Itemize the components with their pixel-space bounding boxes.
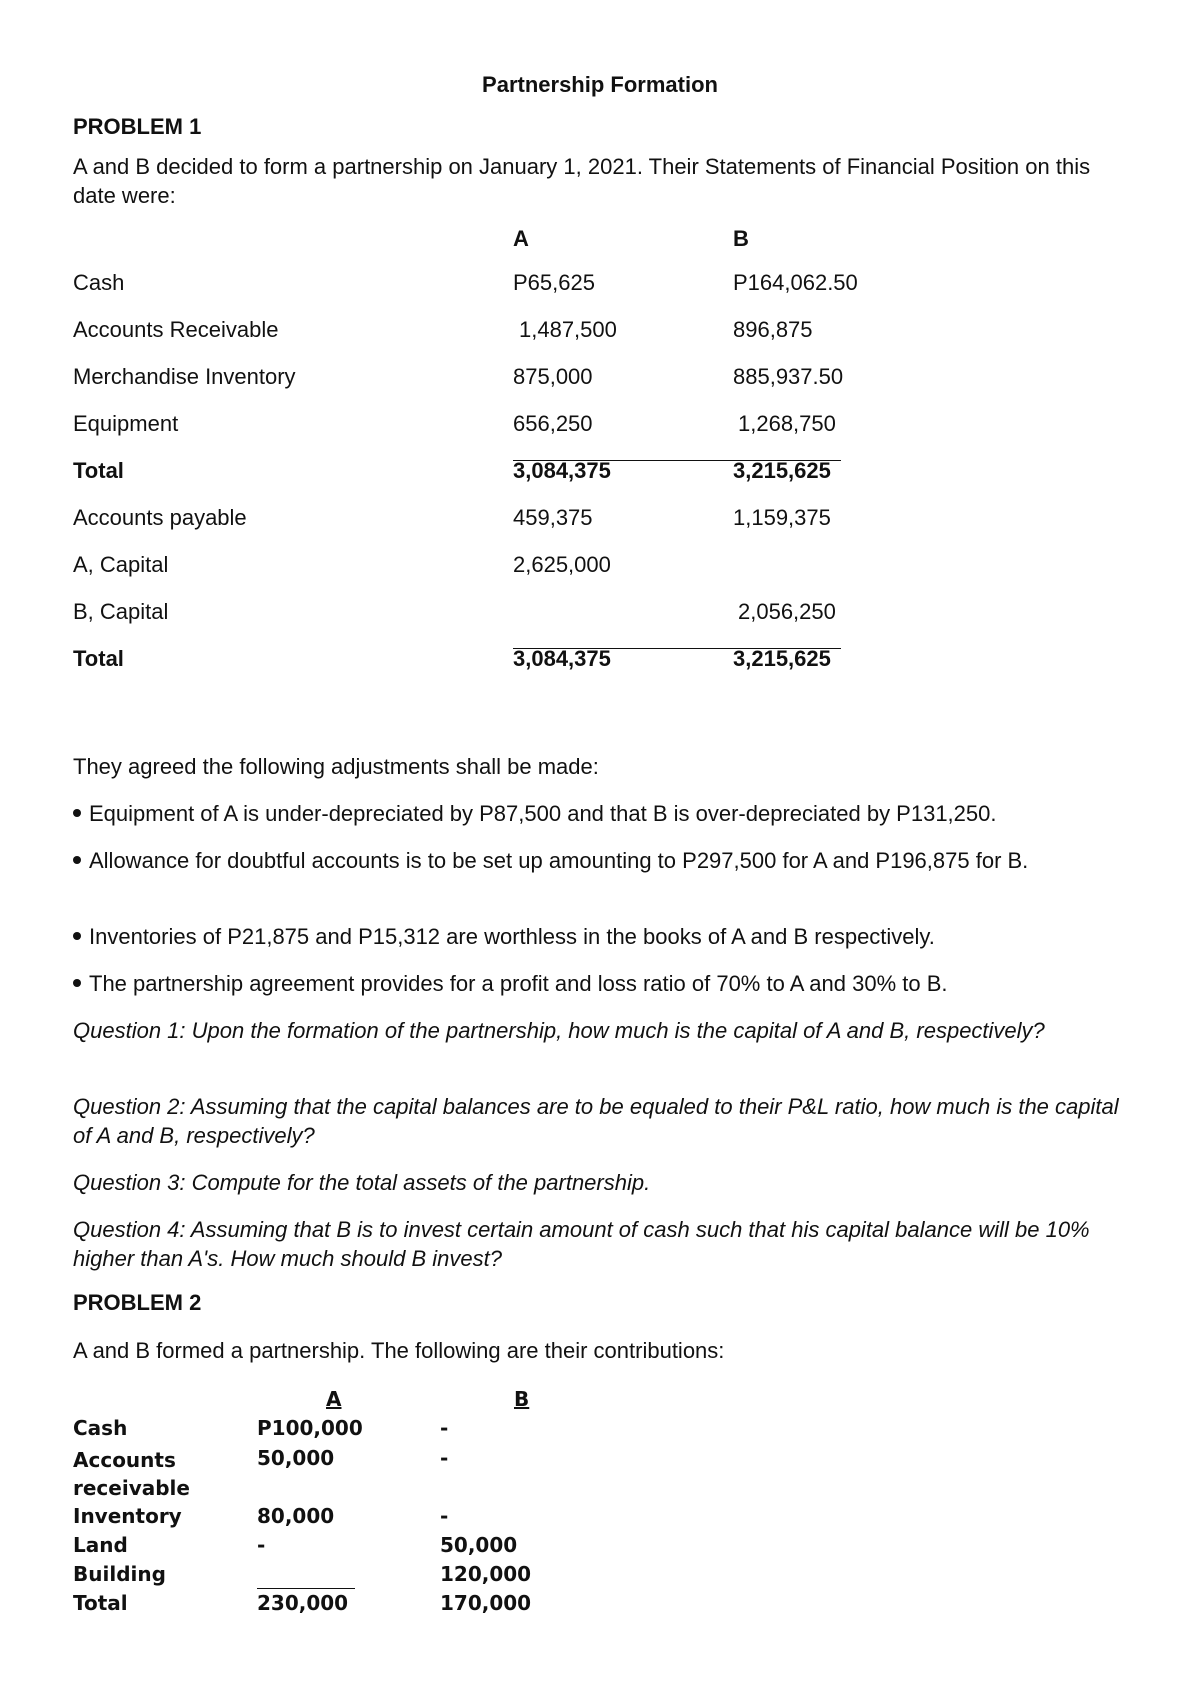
bullet-item: Inventories of P21,875 and P15,312 are worthless in the books of A and B respectively. bbox=[73, 922, 1133, 951]
p2-row-label: Land bbox=[73, 1533, 128, 1557]
p1-row-label: Accounts payable bbox=[73, 505, 247, 530]
p1-row-label: Accounts Receivable bbox=[73, 317, 279, 342]
p2-row-b: 170,000 bbox=[440, 1591, 532, 1615]
problem2-col-b-header: B bbox=[514, 1387, 530, 1411]
p2-row-b: 50,000 bbox=[440, 1533, 518, 1557]
bullet-icon bbox=[73, 932, 81, 940]
p2-row-b: - bbox=[440, 1504, 449, 1528]
p1-row-b: 896,875 bbox=[733, 317, 813, 342]
question-1: Question 1: Upon the formation of the partnership, how much is the capital of A and B, respectively? bbox=[73, 1018, 1045, 1043]
subtotal-underline bbox=[257, 1588, 355, 1589]
p1-row-label: B, Capital bbox=[73, 599, 169, 624]
p1-row-b: P164,062.50 bbox=[733, 270, 858, 295]
p1-row-a: 875,000 bbox=[513, 364, 593, 389]
adjustments-intro: They agreed the following adjustments shall be made: bbox=[73, 754, 599, 779]
p1-row-b: 2,056,250 bbox=[738, 599, 836, 624]
bullet-item: Allowance for doubtful accounts is to be set up amounting to P297,500 for A and P196,875 for B. bbox=[73, 846, 1133, 875]
problem2-heading: PROBLEM 2 bbox=[73, 1290, 202, 1315]
p1-row-label: Equipment bbox=[73, 411, 179, 436]
p1-row-a: 1,487,500 bbox=[519, 317, 617, 342]
p2-row-b: 120,000 bbox=[440, 1562, 532, 1586]
p1-row-b: 3,215,625 bbox=[733, 646, 831, 671]
p1-row-label: Merchandise Inventory bbox=[73, 364, 296, 389]
bullet-icon bbox=[73, 856, 81, 864]
p1-row-a: P65,625 bbox=[513, 270, 595, 295]
p1-row-label: Total bbox=[73, 646, 124, 671]
p1-row-a: 459,375 bbox=[513, 505, 593, 530]
p1-row-label: A, Capital bbox=[73, 552, 169, 577]
p1-row-a: 2,625,000 bbox=[513, 552, 611, 577]
p2-row-label: Building bbox=[73, 1562, 166, 1586]
p1-row-b: 3,215,625 bbox=[733, 458, 831, 483]
p1-row-a: 3,084,375 bbox=[513, 646, 611, 671]
question-3: Question 3: Compute for the total assets of the partnership. bbox=[73, 1170, 651, 1195]
question-2: Question 2: Assuming that the capital balances are to be equaled to their P&L ratio, how much is the capital of A and B, respectively? bbox=[73, 1094, 1119, 1148]
problem2-intro: A and B formed a partnership. The following are their contributions: bbox=[73, 1338, 725, 1363]
p2-row-label: Accounts receivable bbox=[73, 1448, 190, 1500]
bullet-icon bbox=[73, 809, 81, 817]
bullet-icon bbox=[73, 979, 81, 987]
p1-row-b: 885,937.50 bbox=[733, 364, 844, 389]
p1-row-label: Cash bbox=[73, 270, 125, 295]
problem1-col-b-header: B bbox=[733, 226, 749, 251]
problem1-intro: A and B decided to form a partnership on January 1, 2021. Their Statements of Financial Position on this date were: bbox=[73, 154, 1091, 208]
p1-row-b: 1,268,750 bbox=[738, 411, 836, 436]
p1-row-a: 656,250 bbox=[513, 411, 593, 436]
p1-row-b: 1,159,375 bbox=[733, 505, 831, 530]
p1-row-a: 3,084,375 bbox=[513, 458, 611, 483]
p2-row-label: Cash bbox=[73, 1416, 128, 1440]
p2-row-a: 230,000 bbox=[257, 1591, 349, 1615]
problem1-heading: PROBLEM 1 bbox=[73, 114, 202, 139]
p2-row-a: P100,000 bbox=[257, 1416, 363, 1440]
p2-row-label: Total bbox=[73, 1591, 128, 1615]
p2-row-a: - bbox=[257, 1533, 266, 1557]
page-title: Partnership Formation bbox=[482, 72, 718, 97]
p2-row-a: 50,000 bbox=[257, 1446, 335, 1470]
question-4: Question 4: Assuming that B is to invest certain amount of cash such that his capital balance will be 10% higher than A's. How much should B invest? bbox=[73, 1217, 1090, 1271]
bullet-item: The partnership agreement provides for a profit and loss ratio of 70% to A and 30% to B. bbox=[73, 969, 1133, 998]
p1-row-label: Total bbox=[73, 458, 124, 483]
problem1-col-a-header: A bbox=[513, 226, 529, 251]
bullet-item: Equipment of A is under-depreciated by P87,500 and that B is over-depreciated by P131,250. bbox=[73, 799, 1133, 828]
p2-row-a: 80,000 bbox=[257, 1504, 335, 1528]
p2-row-b: - bbox=[440, 1446, 449, 1470]
p2-row-b: - bbox=[440, 1416, 449, 1440]
p2-row-label: Inventory bbox=[73, 1504, 182, 1528]
problem2-col-a-header: A bbox=[326, 1387, 342, 1411]
